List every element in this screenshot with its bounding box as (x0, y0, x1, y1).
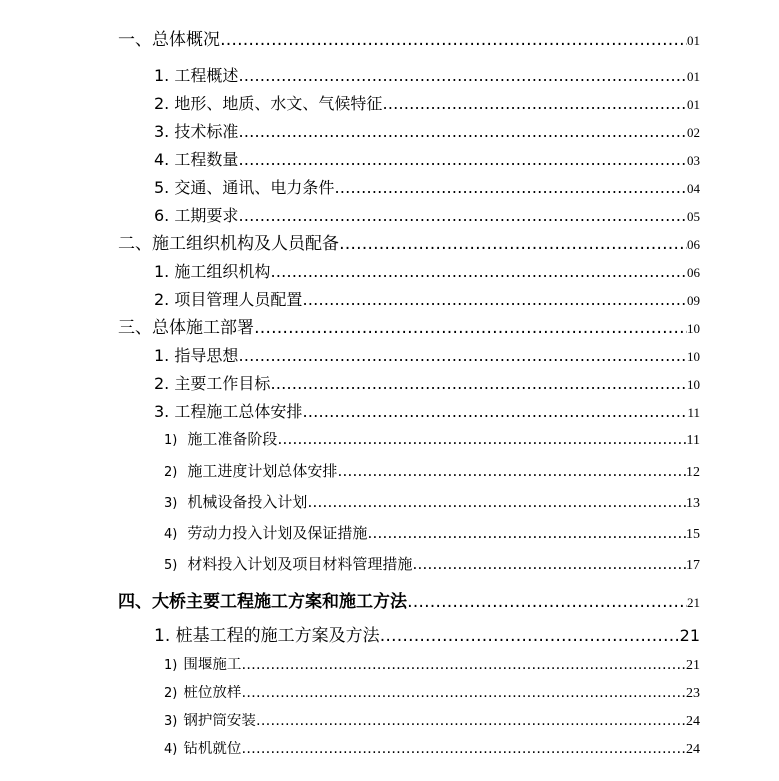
toc-entry-page: 21 (686, 658, 700, 673)
toc-entry[interactable] (154, 626, 700, 646)
toc-entry-page: 12 (686, 465, 700, 480)
toc-entry-number: 3) (164, 496, 178, 511)
dot-leader (337, 462, 686, 480)
dot-leader (334, 178, 687, 197)
toc-entry-page: 06 (687, 237, 700, 252)
toc-entry-label: 三、总体施工部署 (118, 318, 254, 338)
dot-leader (241, 741, 686, 758)
dot-leader (256, 713, 686, 730)
toc-entry[interactable] (118, 592, 700, 612)
toc-entry[interactable] (154, 374, 700, 393)
toc-entry-label: 2. 项目管理人员配置 (154, 290, 303, 309)
toc-entry-label: 二、施工组织机构及人员配备 (118, 234, 339, 254)
toc-entry-label: 一、总体概况 (118, 30, 220, 50)
toc-entry-label: 2. 地形、地质、水文、气候特征 (154, 94, 383, 113)
toc-entry-page: 06 (687, 265, 700, 280)
toc-entry-page: 21 (679, 626, 700, 645)
dot-leader (307, 493, 686, 511)
toc-entry-number: 4) (164, 527, 178, 542)
toc-entry[interactable] (154, 122, 700, 141)
toc-entry-label: 3. 技术标准 (154, 122, 239, 141)
dot-leader (367, 524, 686, 542)
toc-entry-label (164, 685, 241, 702)
toc-entry-text: 钻机就位 (183, 741, 242, 757)
dot-leader (241, 657, 686, 674)
dot-leader (238, 122, 687, 141)
toc-entry-text: 施工准备阶段 (187, 430, 278, 448)
toc-entry[interactable] (154, 150, 700, 169)
toc-entry-page: 17 (686, 558, 700, 573)
toc-entry-label (164, 462, 337, 481)
toc-entry-page: 24 (686, 714, 700, 729)
toc-entry-label (164, 430, 277, 449)
toc-entry-number: 4) (164, 742, 178, 757)
dot-leader (302, 290, 687, 309)
dot-leader (270, 262, 687, 281)
toc-entry-page: 05 (687, 209, 700, 224)
toc-entry[interactable] (154, 206, 700, 225)
toc-entry-label: 5. 交通、通讯、电力条件 (154, 178, 335, 197)
dot-leader (277, 430, 686, 448)
toc-entry-page: 15 (686, 527, 700, 542)
dot-leader (412, 555, 686, 573)
toc-entry[interactable] (118, 318, 700, 338)
toc-entry[interactable] (118, 234, 700, 254)
dot-leader (270, 374, 687, 393)
toc-entry-page: 01 (687, 69, 700, 84)
dot-leader (339, 234, 687, 254)
toc-entry-page: 11 (687, 405, 700, 420)
toc-entry-page: 04 (687, 181, 700, 196)
toc-entry-number: 2) (164, 465, 178, 480)
dot-leader (238, 150, 687, 169)
dot-leader (407, 592, 687, 612)
toc-entry-page: 02 (687, 125, 700, 140)
dot-leader (254, 318, 687, 338)
toc-entry[interactable] (154, 178, 700, 197)
toc-entry[interactable] (164, 430, 700, 450)
toc-entry-label: 1. 指导思想 (154, 346, 239, 365)
toc-entry-page: 11 (686, 433, 700, 448)
toc-entry-page: 21 (687, 595, 700, 610)
toc-entry-label: 2. 主要工作目标 (154, 374, 271, 393)
toc-entry-page: 23 (686, 686, 700, 701)
toc-entry-page: 13 (686, 496, 700, 511)
dot-leader (220, 30, 687, 50)
dot-leader (238, 206, 687, 225)
toc-entry[interactable] (118, 30, 700, 50)
toc-entry-label: 4. 工程数量 (154, 150, 239, 169)
dot-leader (238, 346, 687, 365)
toc-entry-label: 1. 施工组织机构 (154, 262, 271, 281)
dot-leader (380, 626, 680, 646)
toc-entry[interactable] (164, 713, 700, 731)
toc-entry-label: 四、大桥主要工程施工方案和施工方法 (118, 592, 407, 612)
toc-entry[interactable] (154, 346, 700, 365)
toc-entry-label: 3. 工程施工总体安排 (154, 402, 303, 421)
dot-leader (238, 66, 687, 85)
toc-entry-page: 03 (687, 153, 700, 168)
toc-entry-page: 09 (687, 293, 700, 308)
toc-entry-text: 材料投入计划及项目材料管理措施 (187, 555, 413, 573)
toc-entry-text: 机械设备投入计划 (187, 493, 308, 511)
toc-entry-label (164, 493, 307, 512)
toc-entry[interactable] (164, 685, 700, 703)
toc-entry-text: 劳动力投入计划及保证措施 (187, 524, 368, 542)
toc-entry[interactable] (154, 94, 700, 113)
toc-entry-page: 01 (687, 33, 700, 48)
toc-entry[interactable] (164, 555, 700, 575)
toc-entry-page: 01 (687, 97, 700, 112)
toc-entry-label (164, 741, 241, 758)
toc-entry-text: 桩位放样 (183, 685, 242, 701)
toc-entry-label (164, 524, 367, 543)
toc-entry-page: 24 (686, 742, 700, 757)
toc-entry-label (164, 657, 241, 674)
toc-entry-label (164, 713, 256, 730)
toc-entry[interactable] (164, 493, 700, 513)
toc-entry-number: 5) (164, 558, 178, 573)
toc-entry-label: 1. 工程概述 (154, 66, 239, 85)
toc-entry-page: 10 (687, 321, 700, 336)
dot-leader (241, 685, 686, 702)
toc-entry[interactable] (154, 290, 700, 309)
toc-entry[interactable] (164, 657, 700, 675)
toc-entry-text: 围堰施工 (183, 657, 242, 673)
toc-entry[interactable] (164, 741, 700, 759)
toc-entry-number: 1) (164, 433, 178, 448)
toc-entry-text: 施工进度计划总体安排 (187, 462, 338, 480)
toc-entry-number: 3) (164, 714, 178, 729)
toc-entry-page: 10 (687, 377, 700, 392)
toc-entry-text: 钢护筒安装 (183, 713, 256, 729)
toc-entry-number: 1) (164, 658, 178, 673)
toc-entry-label: 6. 工期要求 (154, 206, 239, 225)
toc-entry-label: 1. 桩基工程的施工方案及方法 (154, 626, 380, 646)
dot-leader (302, 402, 687, 421)
dot-leader (382, 94, 687, 113)
toc-entry[interactable] (154, 66, 700, 85)
toc-entry[interactable] (164, 462, 700, 482)
toc-entry-number: 2) (164, 686, 178, 701)
toc-entry-label (164, 555, 412, 574)
toc-entry[interactable] (164, 524, 700, 544)
toc-entry-page: 10 (687, 349, 700, 364)
toc-entry[interactable] (154, 262, 700, 281)
toc-entry[interactable] (154, 402, 700, 421)
